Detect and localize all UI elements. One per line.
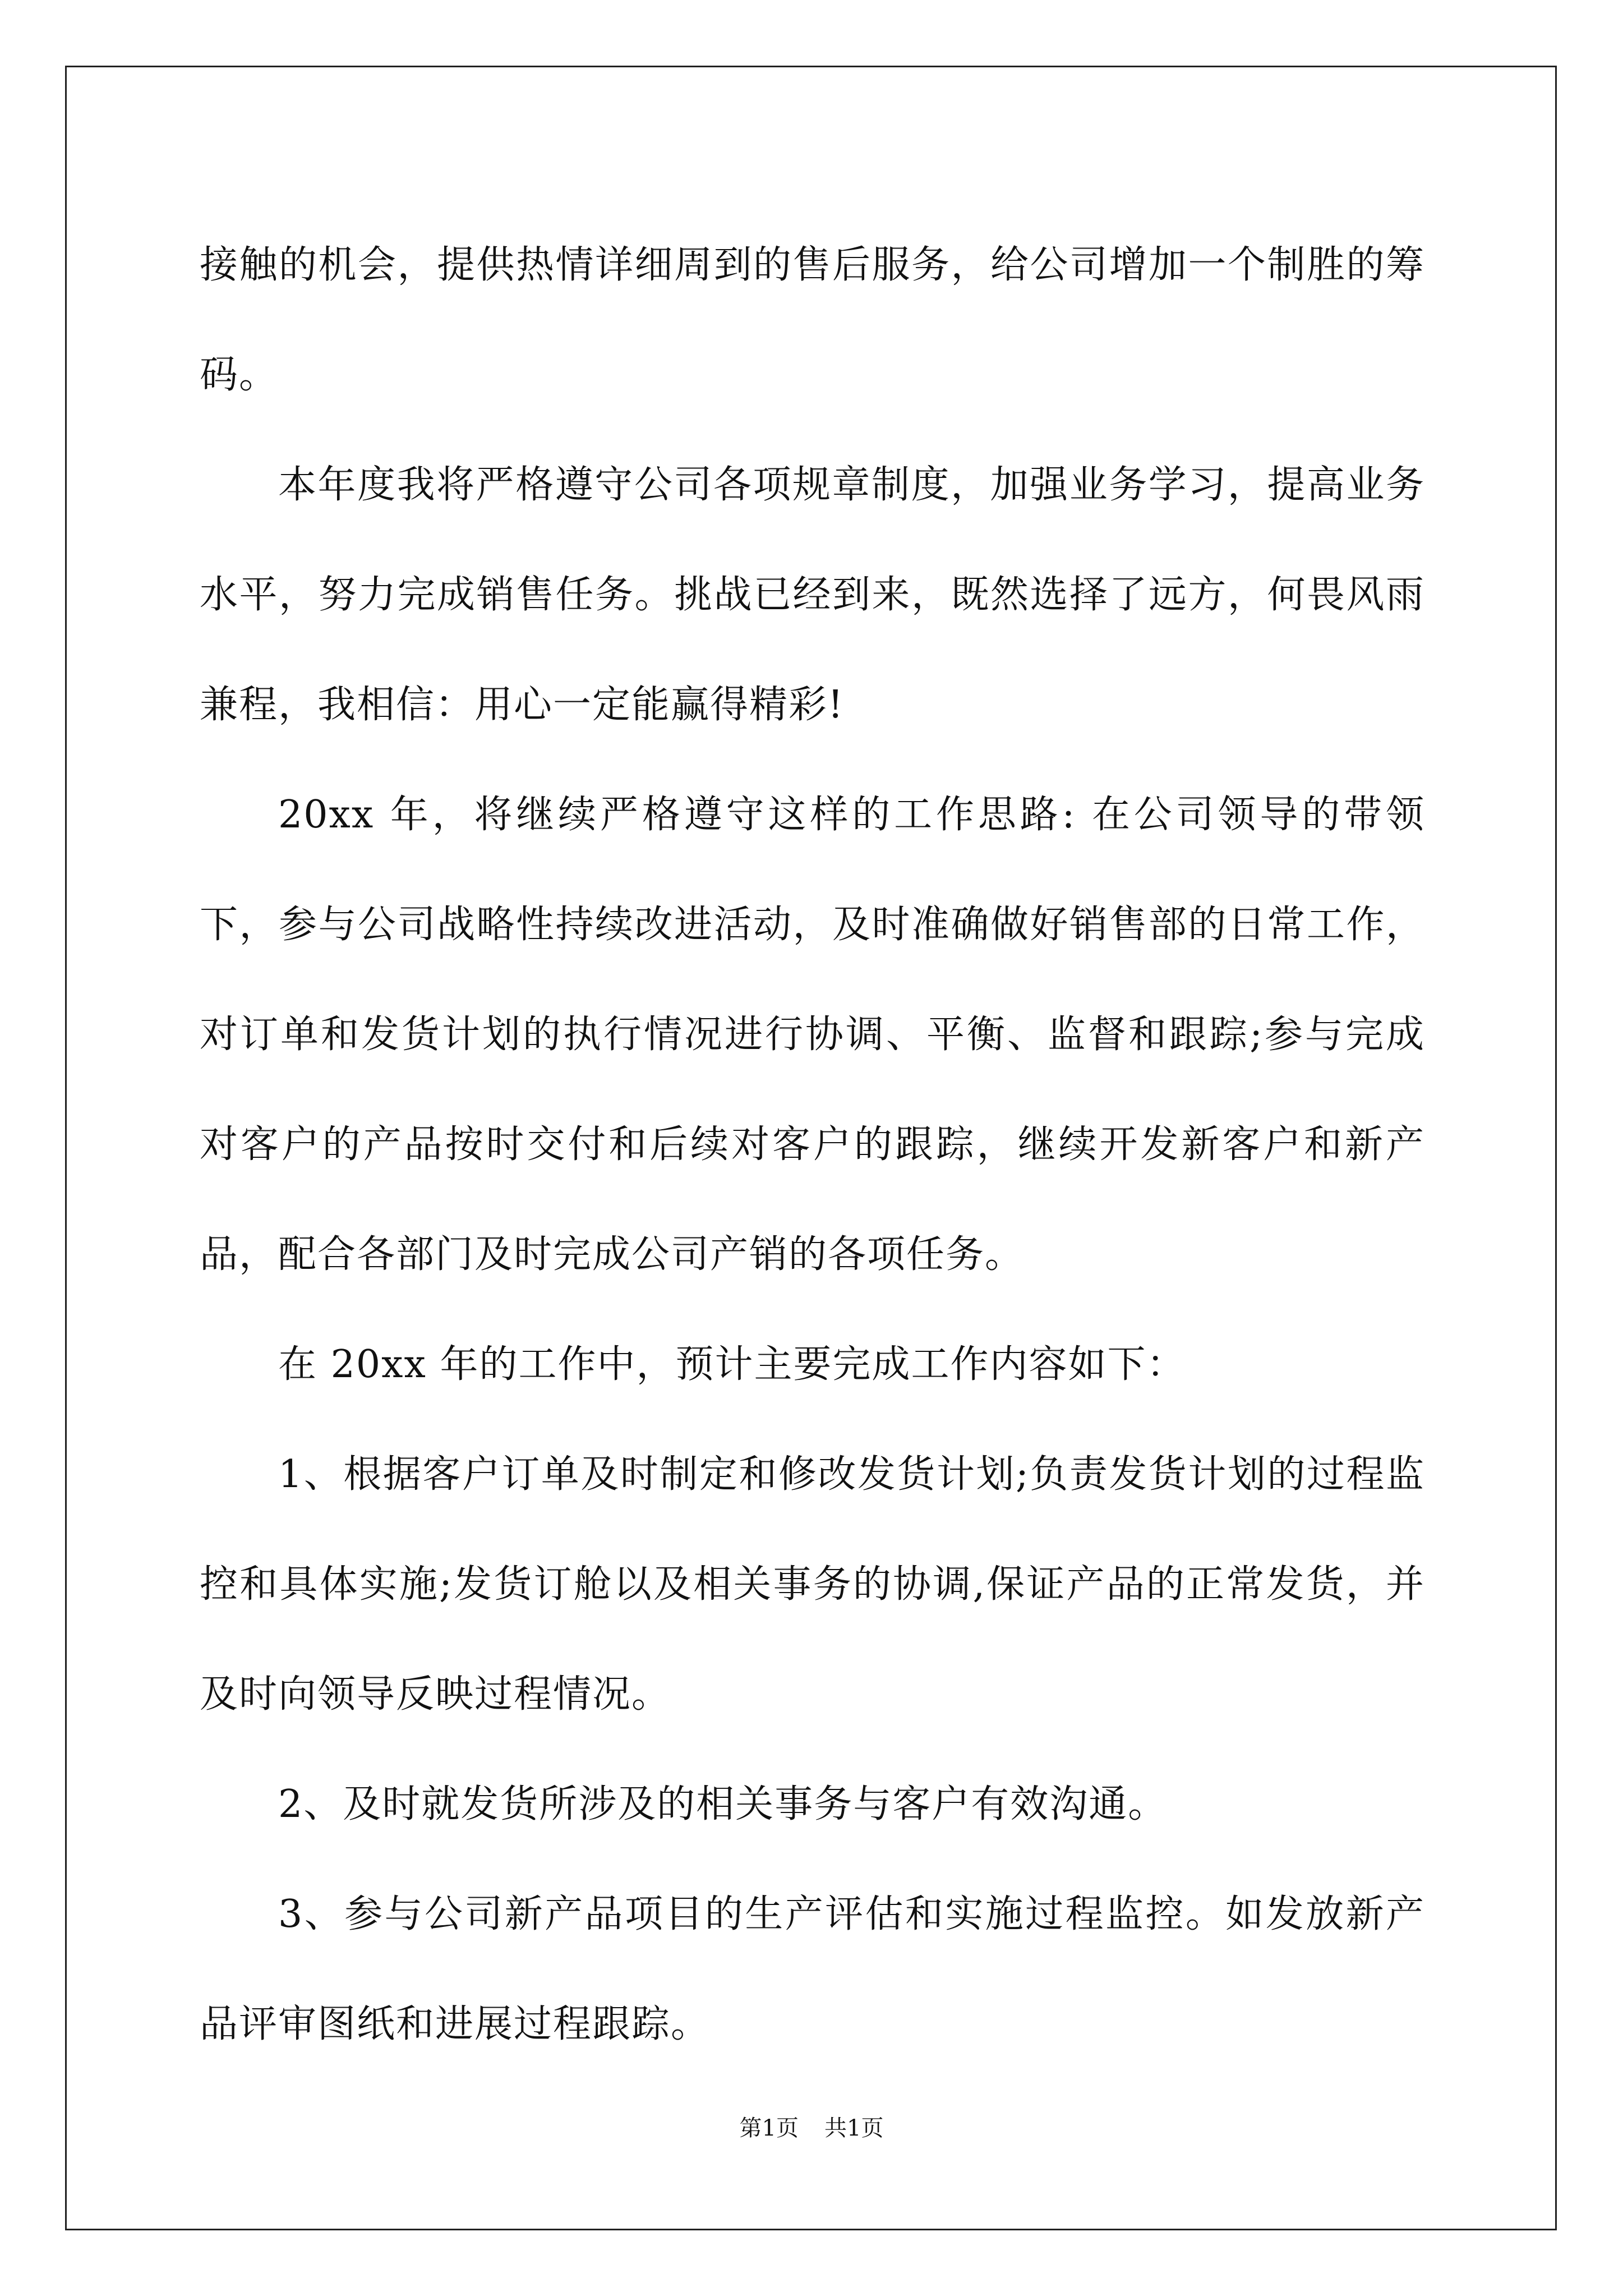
paragraph-3: 20xx 年，将继续严格遵守这样的工作思路: 在公司领导的带领下，参与公司战略性持续改进活动，及时准确做好销售部的日常工作，对订单和发货计划的执行情况进行协调、平衡、监督和跟踪;参与完成对客户的产品按时交付和后续对客户的跟踪，继续开发新客户和新产品，配合各部门及时完成公司产销的各项任务。 bbox=[200, 793, 1425, 1277]
paragraph-5: 1、根据客户订单及时制定和修改发货计划;负责发货计划的过程监控和具体实施;发货订舱以及相关事务的协调,保证产品的正常发货，并及时向领导反映过程情况。 bbox=[200, 1452, 1425, 1717]
paragraph-6: 2、及时就发货所涉及的相关事务与客户有效沟通。 bbox=[278, 1782, 1168, 1826]
paragraph-4: 在 20xx 年的工作中，预计主要完成工作内容如下： bbox=[278, 1342, 1186, 1387]
document-body bbox=[200, 210, 1425, 2079]
paragraph-1: 接触的机会，提供热情详细周到的售后服务，给公司增加一个制胜的筹码。 bbox=[200, 243, 1425, 397]
page-number: 第1页 bbox=[739, 2115, 799, 2141]
page-total: 共1页 bbox=[824, 2115, 884, 2141]
page-footer bbox=[0, 2110, 1623, 2142]
paragraph-2: 本年度我将严格遵守公司各项规章制度，加强业务学习，提高业务水平，努力完成销售任务。挑战已经到来，既然选择了远方，何畏风雨兼程，我相信：用心一定能赢得精彩! bbox=[200, 463, 1425, 727]
paragraph-7: 3、参与公司新产品项目的生产评估和实施过程监控。如发放新产品评审图纸和进展过程跟踪。 bbox=[200, 1892, 1425, 2046]
